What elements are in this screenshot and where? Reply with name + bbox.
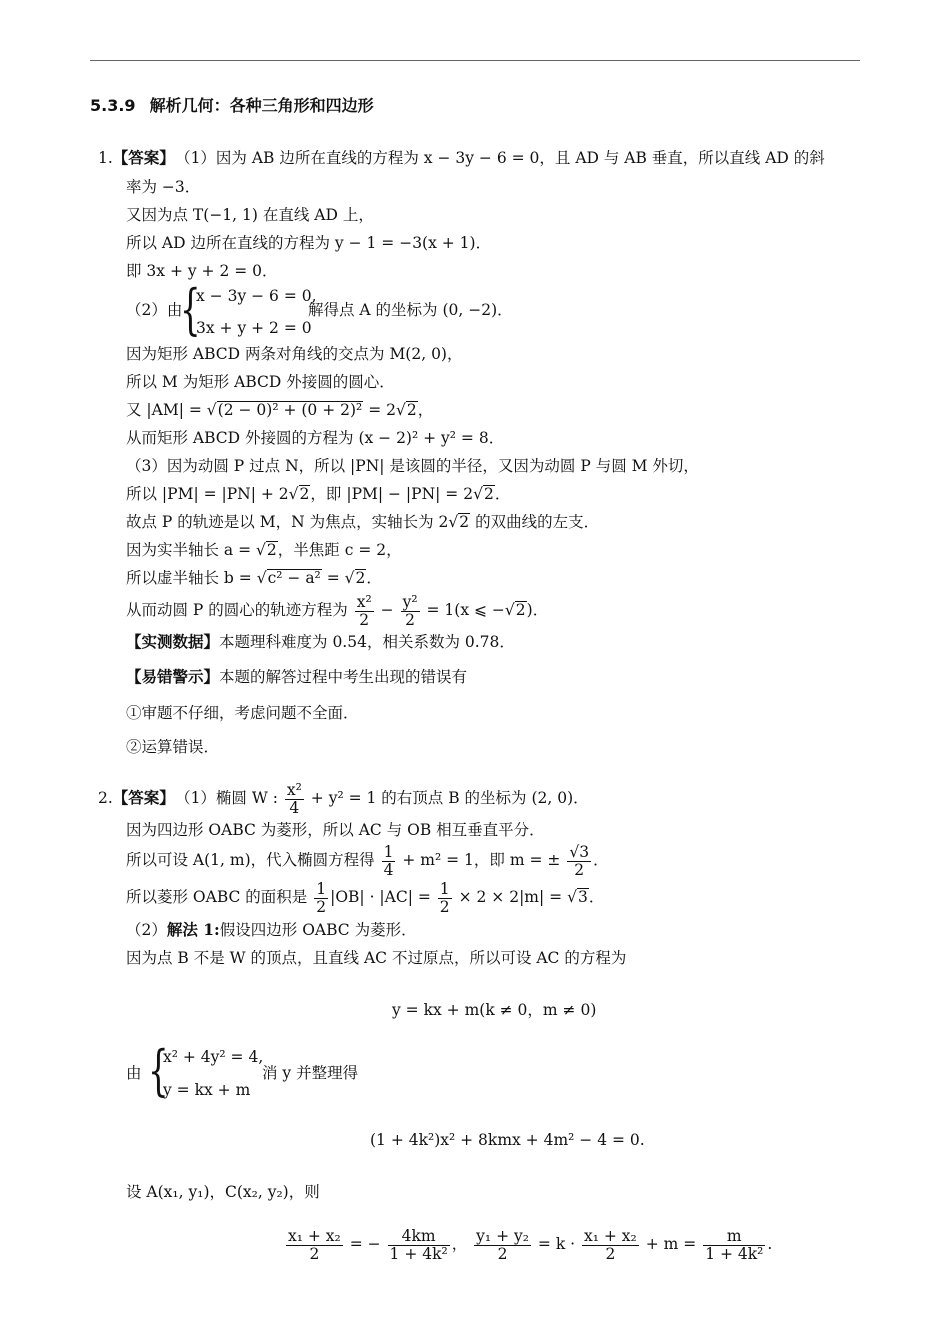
p1-number: 1.	[98, 149, 113, 167]
section-title: 解析几何：各种三角形和四边形	[149, 96, 374, 115]
warning-tag: 【易错警示】	[126, 668, 220, 686]
p1-answer-tag: 【答案】	[112, 149, 175, 167]
p2-system-intro: 由	[126, 1064, 142, 1082]
p1-line-11: （3）因为动圆 P 过点 N，所以 |PN| 是该圆的半径，又因为动圆 P 与圆 M 外切，	[126, 457, 699, 475]
p2-answer-tag: 【答案】	[112, 789, 175, 807]
p1-line-10: 从而矩形 ABCD 外接圆的方程为 (x − 2)² + y² = 8．	[126, 429, 505, 447]
p1-line-14: 因为实半轴长 a = √2，半焦距 c = 2，	[126, 541, 402, 559]
p2-line-5: （2）解法 1:假设四边形 OABC 为菱形．	[126, 920, 417, 939]
p1-error-2: ②运算错误．	[126, 738, 220, 756]
p1-line-9: 又 |AM| = √(2 − 0)² + (0 + 2)² = 2√2，	[126, 401, 434, 419]
p2-number: 2.	[98, 789, 113, 807]
p1-system-eq2: 3x + y + 2 = 0	[196, 319, 312, 337]
p1-line-2: 率为 −3．	[126, 178, 201, 196]
fraction: $\frac{\text{x₁ + x₂}}{2}$	[584, 1226, 637, 1263]
section-heading	[90, 93, 374, 116]
p2-system-eq2: y = kx + m	[163, 1081, 251, 1099]
p2-line-6: 因为点 B 不是 W 的顶点，且直线 AC 不过原点，所以可设 AC 的方程为	[126, 949, 627, 967]
fraction: $\frac{1}{2}$	[439, 879, 450, 916]
fraction: $\frac{\text{y²}}{2}$	[402, 592, 418, 629]
p1-line-1: 1.【答案】 （1）因为 AB 边所在直线的方程为 x − 3y − 6 = 0，且 AD 与 AB 垂直，所以直线 AD 的斜	[98, 149, 825, 167]
fraction: $\frac{\text{y₁ + y₂}}{2}$	[476, 1226, 529, 1263]
p2-line-3: 所以可设 A(1, m)，代入椭圆方程得 $\frac{1}{4}$ + m² = 1，即 m = ± $\frac{√3}{2}$ ．	[126, 842, 609, 879]
fraction: $\frac{\text{x₁ + x₂}}{2}$	[288, 1226, 341, 1263]
p1-line-3: 又因为点 T(−1, 1) 在直线 AD 上，	[126, 206, 374, 224]
p2-system-brace: {	[148, 1039, 169, 1102]
p1-error-1: ①审题不仔细，考虑问题不全面．	[126, 704, 359, 722]
fraction: $\frac{4km}{\text{1 + 4k²}}$	[389, 1226, 448, 1263]
p1-line-4: 所以 AD 边所在直线的方程为 y − 1 = −3(x + 1)．	[126, 234, 492, 252]
p2-line-eq-ac: y = kx + m(k ≠ 0，m ≠ 0)	[392, 1001, 597, 1019]
p2-line-1: 2.【答案】 （1）椭圆 W : $\frac{\text{x²}}{4}$ + y² = 1 的右顶点 B 的坐标为 (2, 0)．	[98, 780, 589, 817]
p2-system-result: 消 y 并整理得	[262, 1064, 359, 1082]
p1-line-5: 即 3x + y + 2 = 0．	[126, 262, 278, 280]
p1-system-eq1: x − 3y − 6 = 0,	[196, 287, 317, 305]
method-label: 解法 1:	[166, 920, 220, 939]
p1-measured-data: 【实测数据】本题理科难度为 0.54，相关系数为 0.78．	[126, 633, 515, 651]
p2-line-4: 所以菱形 OABC 的面积是 $\frac{1}{2}$ |OB| · |AC| = $\frac{1}{2}$ × 2 × 2|m| = √3．	[126, 879, 605, 916]
p1-line-12: 所以 |PM| = |PN| + 2√2，即 |PM| − |PN| = 2√2．	[126, 485, 511, 503]
fraction: $\frac{√3}{2}$	[569, 842, 590, 879]
measured-data-tag: 【实测数据】	[126, 633, 220, 651]
fraction: $\frac{1}{4}$	[383, 842, 394, 879]
fraction: $\frac{\text{x²}}{4}$	[286, 780, 302, 817]
p1-line-16: 从而动圆 P 的圆心的轨迹方程为 $\frac{\text{x²}}{2}$ − $\frac{\text{y²}}{2}$ = 1(x ⩽ −√2)．	[126, 592, 549, 629]
p1-system-brace: {	[180, 278, 201, 341]
section-number: 5.3.9	[90, 96, 136, 115]
p1-warning: 【易错警示】本题的解答过程中考生出现的错误有	[126, 668, 468, 686]
p1-line-15: 所以虚半轴长 b = √c² − a² = √2．	[126, 569, 382, 587]
p1-line-7: 因为矩形 ABCD 两条对角线的交点为 M(2, 0)，	[126, 345, 463, 363]
p1-line-13: 故点 P 的轨迹是以 M，N 为焦点，实轴长为 2√2 的双曲线的左支．	[126, 513, 600, 531]
p2-system-eq1: x² + 4y² = 4,	[163, 1048, 264, 1066]
fraction: $\frac{1}{2}$	[316, 879, 327, 916]
p1-system-result: 解得点 A 的坐标为 (0, −2)．	[308, 301, 513, 319]
fraction: $\frac{m}{\text{1 + 4k²}}$	[705, 1226, 764, 1263]
p2-line-10: 设 A(x₁, y₁)，C(x₂, y₂)，则	[126, 1183, 320, 1201]
p2-quadratic: (1 + 4k²)x² + 8kmx + 4m² − 4 = 0.	[370, 1131, 645, 1149]
fraction: $\frac{\text{x²}}{2}$	[356, 592, 372, 629]
p2-line-2: 因为四边形 OABC 为菱形，所以 AC 与 OB 相互垂直平分．	[126, 821, 545, 839]
header-rule	[90, 60, 860, 61]
p2-line-11: $\frac{\text{x₁ + x₂}}{2}$ = − $\frac{4km}{\text{1 + 4k²}}$ ， $\frac{\text{y₁ + y₂}}{2}$ = k · $\frac{\text{x₁ + x₂}}{2}$ + m = $\frac{m}{\text{1 + 4k²}}$ .	[288, 1226, 773, 1263]
p1-system-intro: （2）由	[126, 301, 183, 319]
p1-line-8: 所以 M 为矩形 ABCD 外接圆的圆心．	[126, 373, 395, 391]
